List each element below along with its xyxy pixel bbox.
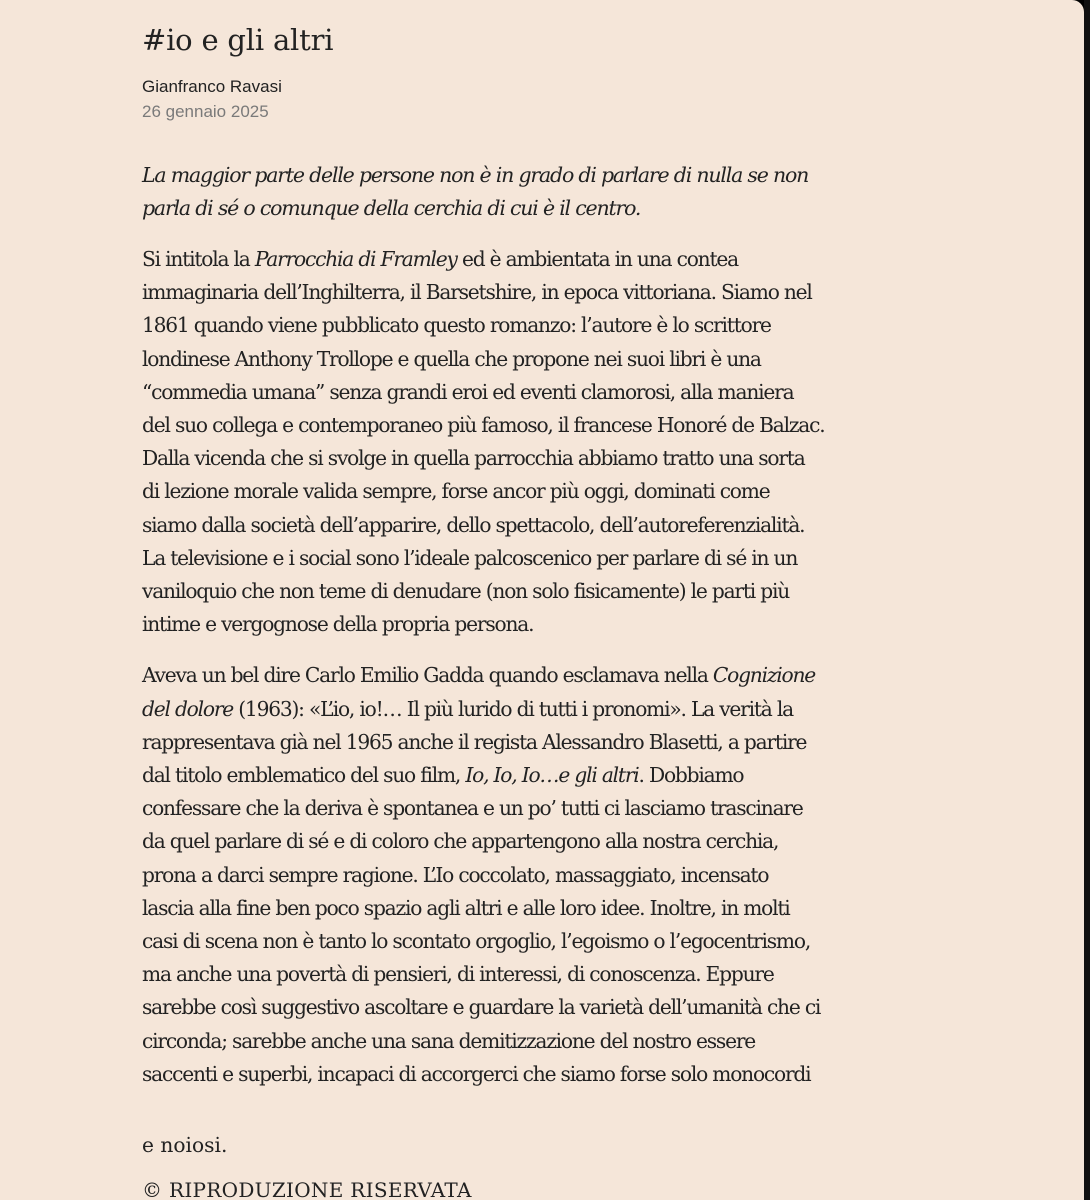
paragraph-line: di lezione morale valida sempre, forse ancor più oggi, dominati come: [142, 479, 770, 504]
paragraph-text: ed è ambientata in una contea: [456, 247, 738, 271]
paragraph-line: sarebbe così suggestivo ascoltare e guardare la varietà dell’umanità che ci: [142, 995, 821, 1020]
book-title: del dolore: [142, 696, 234, 721]
epigraph-line: La maggior parte delle persone non è in grado di parlare di nulla se non: [142, 163, 809, 187]
paragraph-line: 1861 quando viene pubblicato questo romanzo: l’autore è lo scrittore: [142, 313, 771, 338]
paragraph-line: rappresentava già nel 1965 anche il regista Alessandro Blasetti, a partire: [142, 729, 807, 754]
paragraph-line: del suo collega e contemporaneo più famoso, il francese Honoré de Balzac.: [142, 413, 825, 438]
paragraph-line: prona a darci sempre ragione. L’Io coccolato, massaggiato, incensato: [142, 862, 769, 887]
paragraph-line: [142, 693, 962, 726]
paragraph-line: confessare che la deriva è spontanea e un po’ tutti ci lasciamo trascinare: [142, 796, 803, 821]
article-title: #io e gli altri: [142, 23, 334, 57]
paragraph-text: Si intitola la: [142, 247, 255, 271]
paragraph-line: siamo dalla società dell’apparire, dello spettacolo, dell’autoreferenzialità.: [142, 512, 805, 537]
paragraph-line: lascia alla fine ben poco spazio agli altri e alle loro idee. Inoltre, in molti: [142, 895, 790, 920]
film-title: Io, Io, Io…e gli altri: [465, 763, 639, 788]
paragraph-line: londinese Anthony Trollope e quella che propone nei suoi libri è una: [142, 346, 761, 371]
paragraph-line: [142, 759, 962, 792]
paragraph-text: Aveva un bel dire Carlo Emilio Gadda quando esclamava nella: [142, 663, 713, 688]
paragraph-line: saccenti e superbi, incapaci di accorgerci che siamo forse solo monocordi: [142, 1061, 811, 1086]
paragraph-line: vaniloquio che non teme di denudare (non solo fisicamente) le parti più: [142, 579, 790, 604]
article-author: Gianfranco Ravasi: [142, 77, 282, 96]
article: [142, 20, 962, 1200]
paragraph-line: [142, 659, 962, 692]
paragraph-line: La televisione e i social sono l’ideale palcoscenico per parlare di sé in un: [142, 545, 798, 570]
paragraph-line: ma anche una povertà di pensieri, di interessi, di conoscenza. Eppure: [142, 962, 774, 987]
epigraph-line: parla di sé o comunque della cerchia di cui è il centro.: [142, 196, 641, 220]
article-date: 26 gennaio 2025: [142, 102, 269, 121]
paragraph-line: “commedia umana” senza grandi eroi ed eventi clamorosi, alla maniera: [142, 379, 794, 404]
copyright-notice: © RIPRODUZIONE RISERVATA: [142, 1178, 472, 1200]
article-paragraph-2: [142, 659, 962, 1091]
paragraph-line: immaginaria dell’Inghilterra, il Barsetshire, in epoca vittoriana. Siamo nel: [142, 280, 812, 305]
screen-edge: [1084, 0, 1090, 1200]
article-paragraph-1: [142, 243, 962, 641]
paragraph-line: [142, 243, 962, 276]
paragraph-text: . Dobbiamo: [638, 763, 744, 788]
paragraph-line: da quel parlare di sé e di coloro che appartengono alla nostra cerchia,: [142, 829, 779, 854]
article-epigraph: [142, 159, 962, 225]
article-tail: e noiosi.: [142, 1133, 228, 1158]
paragraph-line: casi di scena non è tanto lo scontato orgoglio, l’egoismo o l’egocentrismo,: [142, 929, 811, 954]
paragraph-line: Dalla vicenda che si svolge in quella parrocchia abbiamo tratto una sorta: [142, 446, 805, 471]
paragraph-line: circonda; sarebbe anche una sana demitizzazione del nostro essere: [142, 1028, 756, 1053]
book-title: Cognizione: [712, 663, 816, 688]
paragraph-text: dal titolo emblematico del suo film,: [142, 763, 466, 788]
book-title: Parrocchia di Framley: [254, 247, 457, 271]
paragraph-line: intime e vergognose della propria persona.: [142, 612, 534, 637]
paragraph-text: (1963): «L’io, io!… Il più lurido di tutti i pronomi». La verità la: [233, 696, 793, 721]
